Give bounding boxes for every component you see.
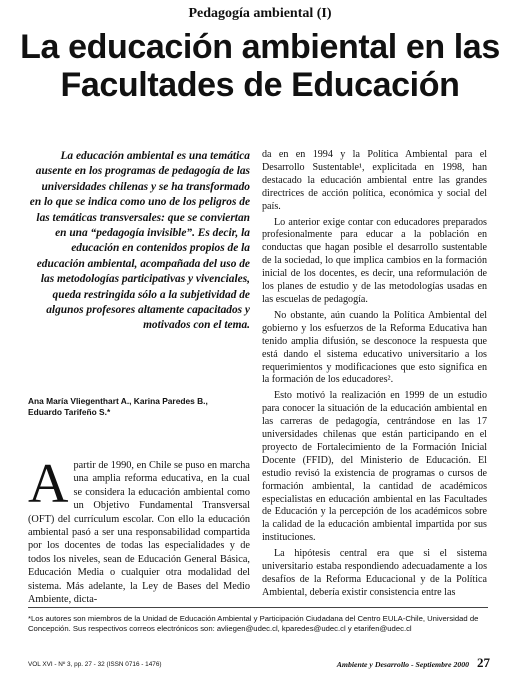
article-title [0,28,520,104]
body-column-left [28,453,250,606]
paragraph: Lo anterior exige contar con educadores preparados profesionalmente para educar a la población en conductas que hagan posible el desarrollo sustentable de la sociedad, lo que implica cambios en la formación inicial de los docentes, es decir, una reformulación de los planes de estudio y de las metodologías usadas en las escuelas de pedagogía. [262,216,487,305]
running-footer [330,655,490,671]
title-line-2: Facultades de Educación [60,66,460,104]
authors-line-1: Ana María Vliegenthart A., Karina Paredes B., [28,396,208,406]
paragraph: La hipótesis central era que si el sistema universitario estaba respondiendo adecuadamente a los desafíos de la Reforma Educacional y de la Política Ambiental, debería existir consistencia entre las [262,548,487,598]
page-number: 27 [477,655,490,670]
journal-name: Ambiente y Desarrollo - Septiembre 2000 [336,660,470,669]
authors-line-2: Eduardo Tarifeño S.* [28,407,111,417]
abstract: La educación ambiental es una temática ausente en los programas de pedagogía de las universidades chilenas y se ha transformado en lo que se indica como uno de los peligros de las temáticas transversales: que se conviertan en una “pedagogía invisible”. Es decir, la educación en contenidos propios de la educación ambiental, acompañada del uso de las metodologías participativas y vivenciales, queda restringida sólo a la subjetividad de algunos profesores altamente capacitados y motivados con el tema. [29,150,250,332]
footnote-divider [28,607,488,608]
paragraph: No obstante, aún cuando la Política Ambiental del gobierno y los esfuerzos de la Reforma Educativa han tenido amplia difusión, se desconoce la respuesta que está dando el sistema educativo universitario a los requerimientos y modificaciones que esto significa en la formación de los educadores². [262,309,487,386]
paragraph: da en en 1994 y la Política Ambiental para el Desarrollo Sustentable¹, explicitada en 1998, han destacado la educación ambiental entre las grandes directrices de acción política, económica y social del país. [262,149,487,212]
body-column-right [262,149,487,600]
title-line-1: La educación ambiental en las [20,28,500,66]
paragraph: Esto motivó la realización en 1999 de un estudio para conocer la situación de la educación ambiental en las carreras de pedagogía, centrándose en las 17 universidades chilenas que están participando en el proyecto de Fortalecimiento de la Formación Inicial Docente (FFID), del Ministerio de Educación. El estudio revisó la existencia de programas o cursos de formación ambiental, la cantidad de académicos especialistas en educación ambiental en las Facultades de Educación y la percepción de los académicos sobre la calidad de la educación ambiental impartida por sus instituciones. [262,390,487,544]
authors [28,396,258,418]
body-left-text: partir de 1990, en Chile se puso en marcha una amplia reforma educativa, en la cual se considera la educación ambiental como un Objetivo Fundamental Transversal (OFT) del currículum escolar. Con ello la educación ambiental pasó a ser una responsabilidad compartida por los docentes de todas las especialidades y de todos los niveles, sean de Educación General Básica, Educación Media o cualquier otra modalidad del sistema. Más adelante, la Ley de Bases del Medio Ambiente, dicta- [28,460,250,606]
volume-info: VOL XVI - Nº 3, pp. 27 - 32 (ISSN 0716 - 1476) [28,661,162,668]
drop-cap: A [28,453,69,515]
footnote: *Los autores son miembros de la Unidad de Educación Ambiental y Participación Ciudadana del Centro EULA-Chile, Universidad de Concepción. Sus respectivos correos electrónicos son: avliegen@udec.cl, kparedes@udec.cl y etarifen@udec.cl [28,614,479,633]
section-kicker: Pedagogía ambiental (I) [188,6,332,21]
